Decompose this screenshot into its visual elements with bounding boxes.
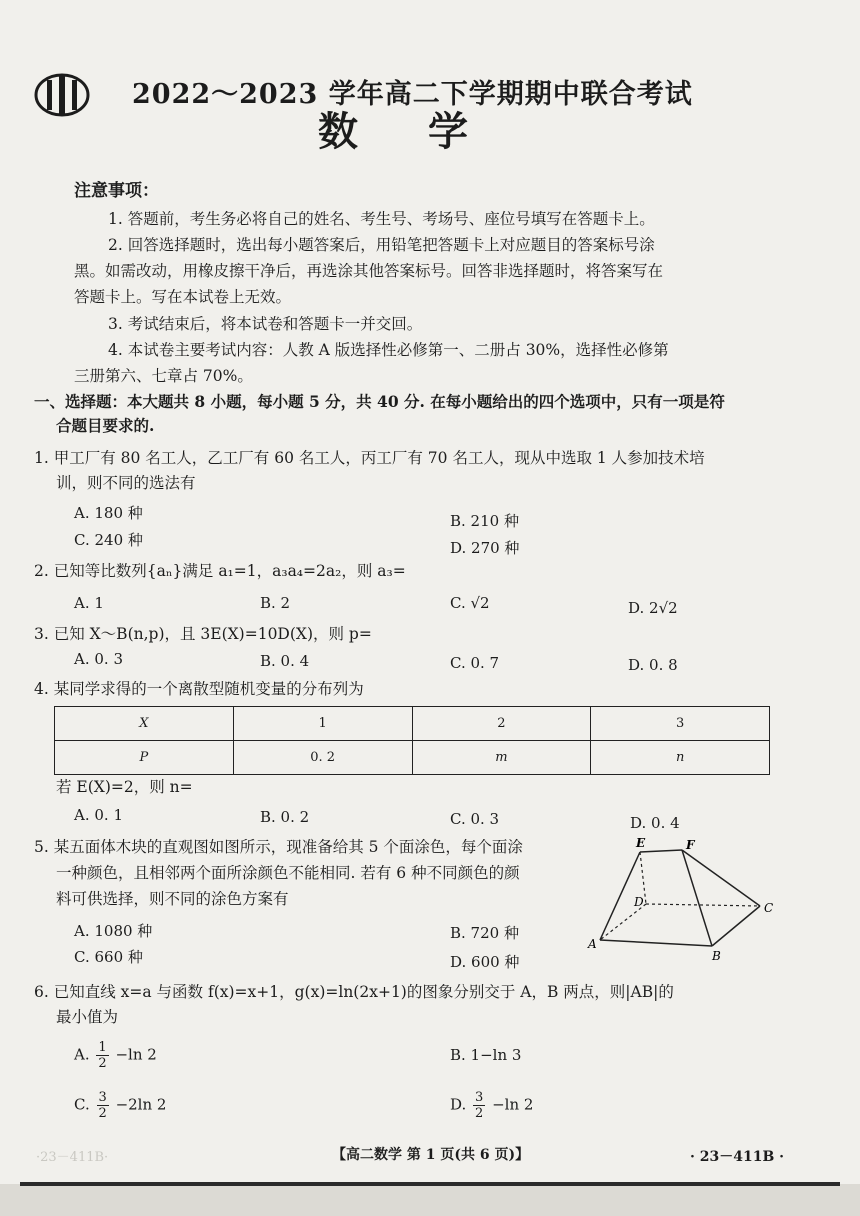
vertex-label-c: C — [764, 901, 774, 915]
q2-option-c: C. √2 — [450, 594, 490, 612]
scan-edge-line — [20, 1182, 840, 1186]
q3-option-b: B. 0. 4 — [260, 652, 310, 670]
exam-title: 2022～2023 学年高二下学期期中联合考试 — [132, 79, 693, 110]
q5-option-c: C. 660 种 — [74, 948, 143, 966]
exam-subject: 数学 — [318, 108, 538, 155]
footer-page-info: 【高二数学 第 1 页(共 6 页)】 — [332, 1147, 530, 1163]
q5-stem-cont: 一种颜色，且相邻两个面所涂颜色不能相同. 若有 6 种不同颜色的颜 — [56, 864, 520, 882]
q1-option-d: D. 270 种 — [450, 539, 520, 557]
distribution-table — [54, 706, 770, 775]
q1-stem: 1. 甲工厂有 80 名工人，乙工厂有 60 名工人，丙工厂有 70 名工人，现从中选取 1 人参加技术培 — [34, 449, 705, 467]
notice-item: 2. 回答选择题时，选出每小题答案后，用铅笔把答题卡上对应题目的答案标号涂 — [108, 236, 655, 254]
section-heading-cont: 合题目要求的. — [56, 416, 155, 435]
q1-option-c: C. 240 种 — [74, 531, 143, 549]
exam-logo — [34, 72, 90, 118]
table-cell: X — [55, 707, 234, 741]
footer-faint-code: ·23－411B· — [36, 1150, 109, 1165]
q2-option-b: B. 2 — [260, 594, 291, 612]
footer-exam-code: · 23－411B · — [690, 1149, 785, 1165]
table-cell: 3 — [591, 707, 770, 741]
fraction: $\frac{3}{2}$ — [475, 1090, 484, 1121]
table-cell: 0. 2 — [233, 741, 412, 775]
q1-option-b: B. 210 种 — [450, 512, 519, 530]
q2-option-a: A. 1 — [74, 594, 104, 612]
q2-option-d: D. 2√2 — [628, 599, 678, 617]
table-cell: n — [591, 741, 770, 775]
pentahedron-figure — [584, 836, 784, 966]
notice-item: 4. 本试卷主要考试内容：人教 A 版选择性必修第一、二册占 30%，选择性必修第 — [108, 341, 669, 359]
q6-option-a: A. $\frac{1}{2}$ −ln 2 — [74, 1040, 157, 1071]
q6-option-c: C. $\frac{3}{2}$ −2ln 2 — [74, 1090, 167, 1121]
notice-item: 黑。如需改动，用橡皮擦干净后，再选涂其他答案标号。回答非选择题时，将答案写在 — [74, 262, 664, 280]
q6-option-d: D. $\frac{3}{2}$ −ln 2 — [450, 1090, 534, 1121]
q2-stem: 2. 已知等比数列{aₙ}满足 a₁=1，a₃a₄=2a₂，则 a₃= — [34, 562, 406, 580]
fraction: $\frac{1}{2}$ — [98, 1040, 107, 1071]
table-row — [55, 707, 770, 741]
vertex-label-a: A — [588, 937, 597, 951]
vertex-label-b: B — [712, 949, 721, 963]
q5-option-a: A. 1080 种 — [74, 922, 153, 940]
table-row — [55, 741, 770, 775]
vertex-label-f: F — [686, 838, 695, 852]
q5-stem: 5. 某五面体木块的直观图如图所示，现准备给其 5 个面涂色，每个面涂 — [34, 838, 523, 856]
notice-item: 1. 答题前，考生务必将自己的姓名、考生号、考场号、座位号填写在答题卡上。 — [108, 210, 655, 228]
section-heading: 一、选择题：本大题共 8 小题，每小题 5 分，共 40 分. 在每小题给出的四个选项中，只有一项是符 — [34, 392, 725, 411]
q6-stem: 6. 已知直线 x=a 与函数 f(x)=x+1，g(x)=ln(2x+1)的图象分别交于 A，B 两点，则|AB|的 — [34, 983, 674, 1001]
table-cell: P — [55, 741, 234, 775]
scan-edge — [0, 1184, 860, 1216]
q3-option-c: C. 0. 7 — [450, 654, 500, 672]
q6-option-b: B. 1−ln 3 — [450, 1046, 522, 1064]
table-cell: 1 — [233, 707, 412, 741]
notice-heading: 注意事项： — [74, 181, 159, 201]
q5-option-b: B. 720 种 — [450, 924, 519, 942]
q4-option-b: B. 0. 2 — [260, 808, 310, 826]
q3-option-d: D. 0. 8 — [628, 656, 678, 674]
notice-item: 三册第六、七章占 70%。 — [74, 367, 253, 385]
table-cell: m — [412, 741, 591, 775]
q4-condition: 若 E(X)=2，则 n= — [56, 778, 193, 796]
q1-option-a: A. 180 种 — [74, 504, 143, 522]
vertex-label-e: E — [636, 836, 646, 850]
q4-option-a: A. 0. 1 — [74, 806, 123, 824]
q3-stem: 3. 已知 X～B(n,p)，且 3E(X)=10D(X)，则 p= — [34, 625, 372, 643]
q4-option-d: D. 0. 4 — [630, 814, 680, 832]
q1-stem-cont: 训，则不同的选法有 — [56, 474, 196, 492]
table-cell: 2 — [412, 707, 591, 741]
vertex-label-d: D — [634, 895, 644, 909]
notice-item: 3. 考试结束后，将本试卷和答题卡一并交回。 — [108, 315, 423, 333]
notice-item: 答题卡上。写在本试卷上无效。 — [74, 288, 292, 306]
q4-option-c: C. 0. 3 — [450, 810, 500, 828]
q4-stem: 4. 某同学求得的一个离散型随机变量的分布列为 — [34, 680, 364, 698]
q3-option-a: A. 0. 3 — [74, 650, 123, 668]
q5-stem-cont: 料可供选择，则不同的涂色方案有 — [56, 890, 289, 908]
q5-option-d: D. 600 种 — [450, 953, 520, 971]
fraction: $\frac{3}{2}$ — [98, 1090, 107, 1121]
q6-stem-cont: 最小值为 — [56, 1008, 119, 1026]
